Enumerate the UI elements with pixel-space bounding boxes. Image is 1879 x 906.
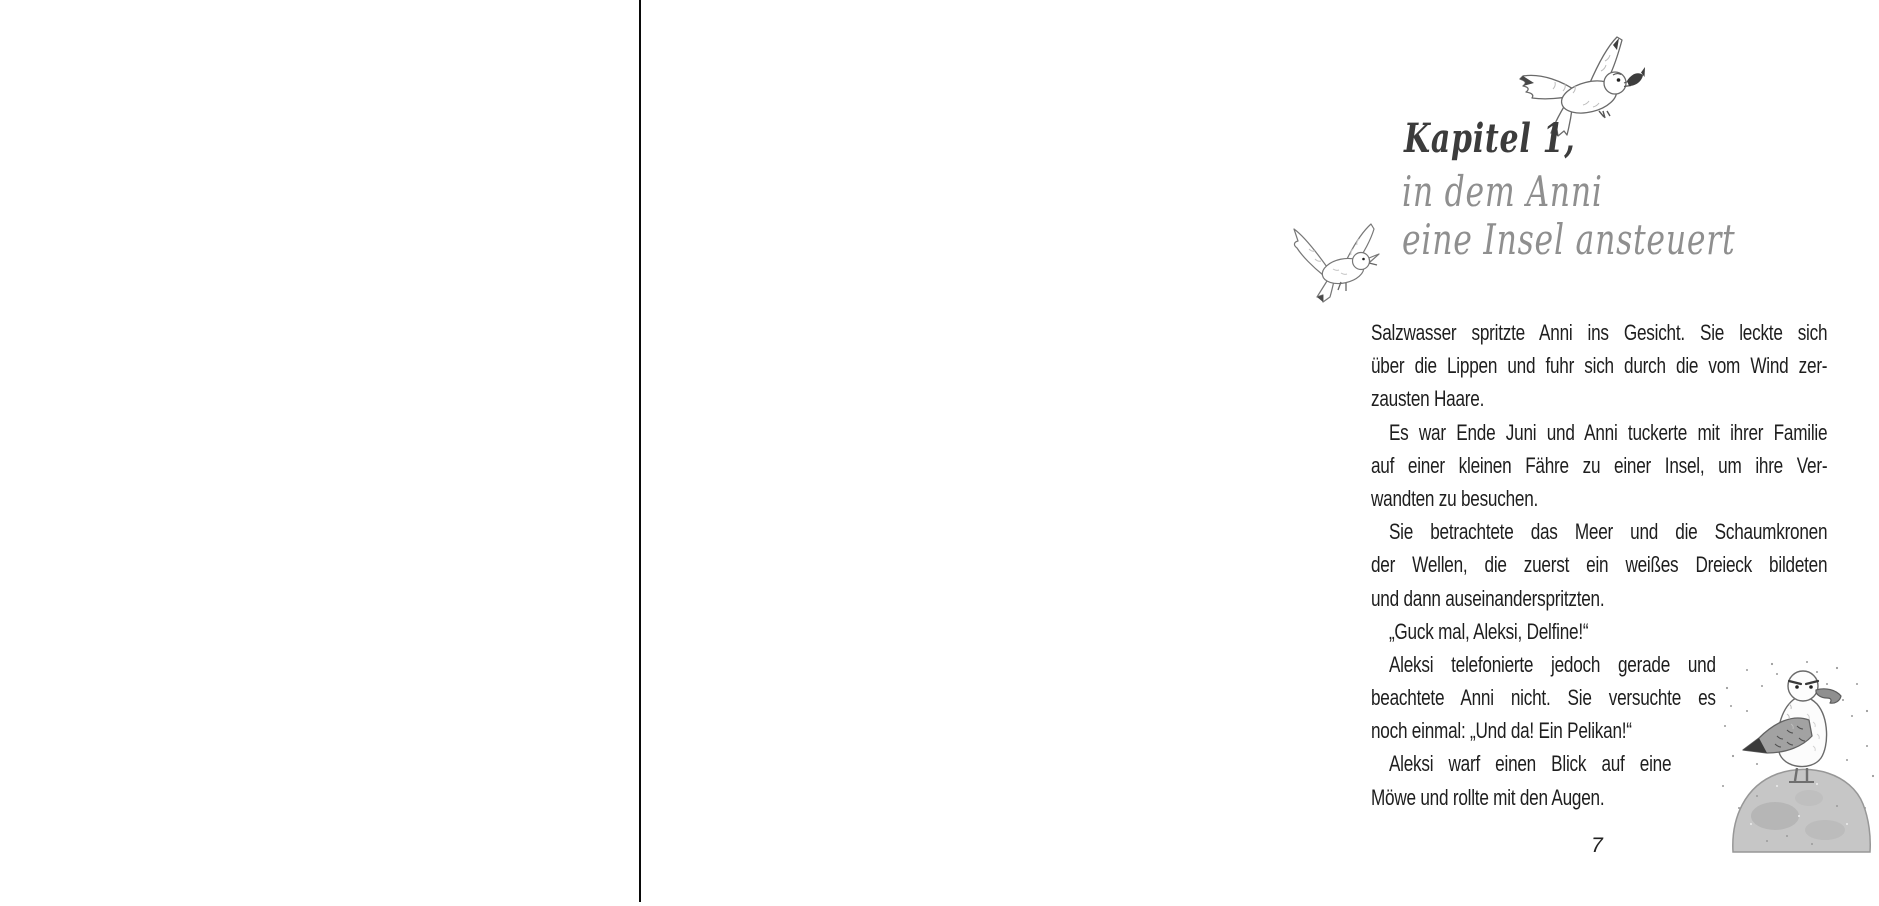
story-line: noch einmal: „Und da! Ein Pelikan!“ xyxy=(1371,718,1632,744)
story-line: beachtete Anni nicht. Sie versuchte es xyxy=(1371,685,1716,711)
story-line: wandten zu besuchen. xyxy=(1371,485,1539,511)
story-line: „Guck mal, Aleksi, Delfine!“ xyxy=(1388,618,1589,644)
story-line: Aleksi telefonierte jedoch gerade und xyxy=(1388,651,1716,677)
chapter-subtitle-line-1: in dem Anni xyxy=(1402,167,1603,216)
story-line: zausten Haare. xyxy=(1371,386,1485,412)
seagull-flying-icon xyxy=(1289,219,1403,311)
right-page xyxy=(641,0,1828,906)
story-line: der Wellen, die zuerst ein weißes Dreieck bildeten xyxy=(1371,552,1828,578)
chapter-subtitle-line-2: eine Insel ansteuert xyxy=(1402,215,1736,264)
story-line: und dann auseinanderspritzten. xyxy=(1371,585,1605,611)
story-line: Sie betrachtete das Meer und die Schaumkronen xyxy=(1388,519,1828,545)
chapter-title: Kapitel 1, xyxy=(1404,115,1576,162)
story-line: Möwe und rollte mit den Augen. xyxy=(1371,784,1605,810)
page-number: 7 xyxy=(1591,834,1603,857)
story-line: Aleksi warf einen Blick auf eine xyxy=(1388,751,1672,777)
left-page-blank xyxy=(0,0,639,906)
seagull-on-rock-icon xyxy=(1717,656,1879,856)
story-line: auf einer kleinen Fähre zu einer Insel, um ihre Ver- xyxy=(1371,452,1828,478)
story-line: Salzwasser spritzte Anni ins Gesicht. Sie leckte sich xyxy=(1371,320,1828,345)
story-line: Es war Ende Juni und Anni tuckerte mit ihrer Familie xyxy=(1388,419,1828,445)
story-line: über die Lippen und fuhr sich durch die vom Wind zer- xyxy=(1371,353,1828,379)
